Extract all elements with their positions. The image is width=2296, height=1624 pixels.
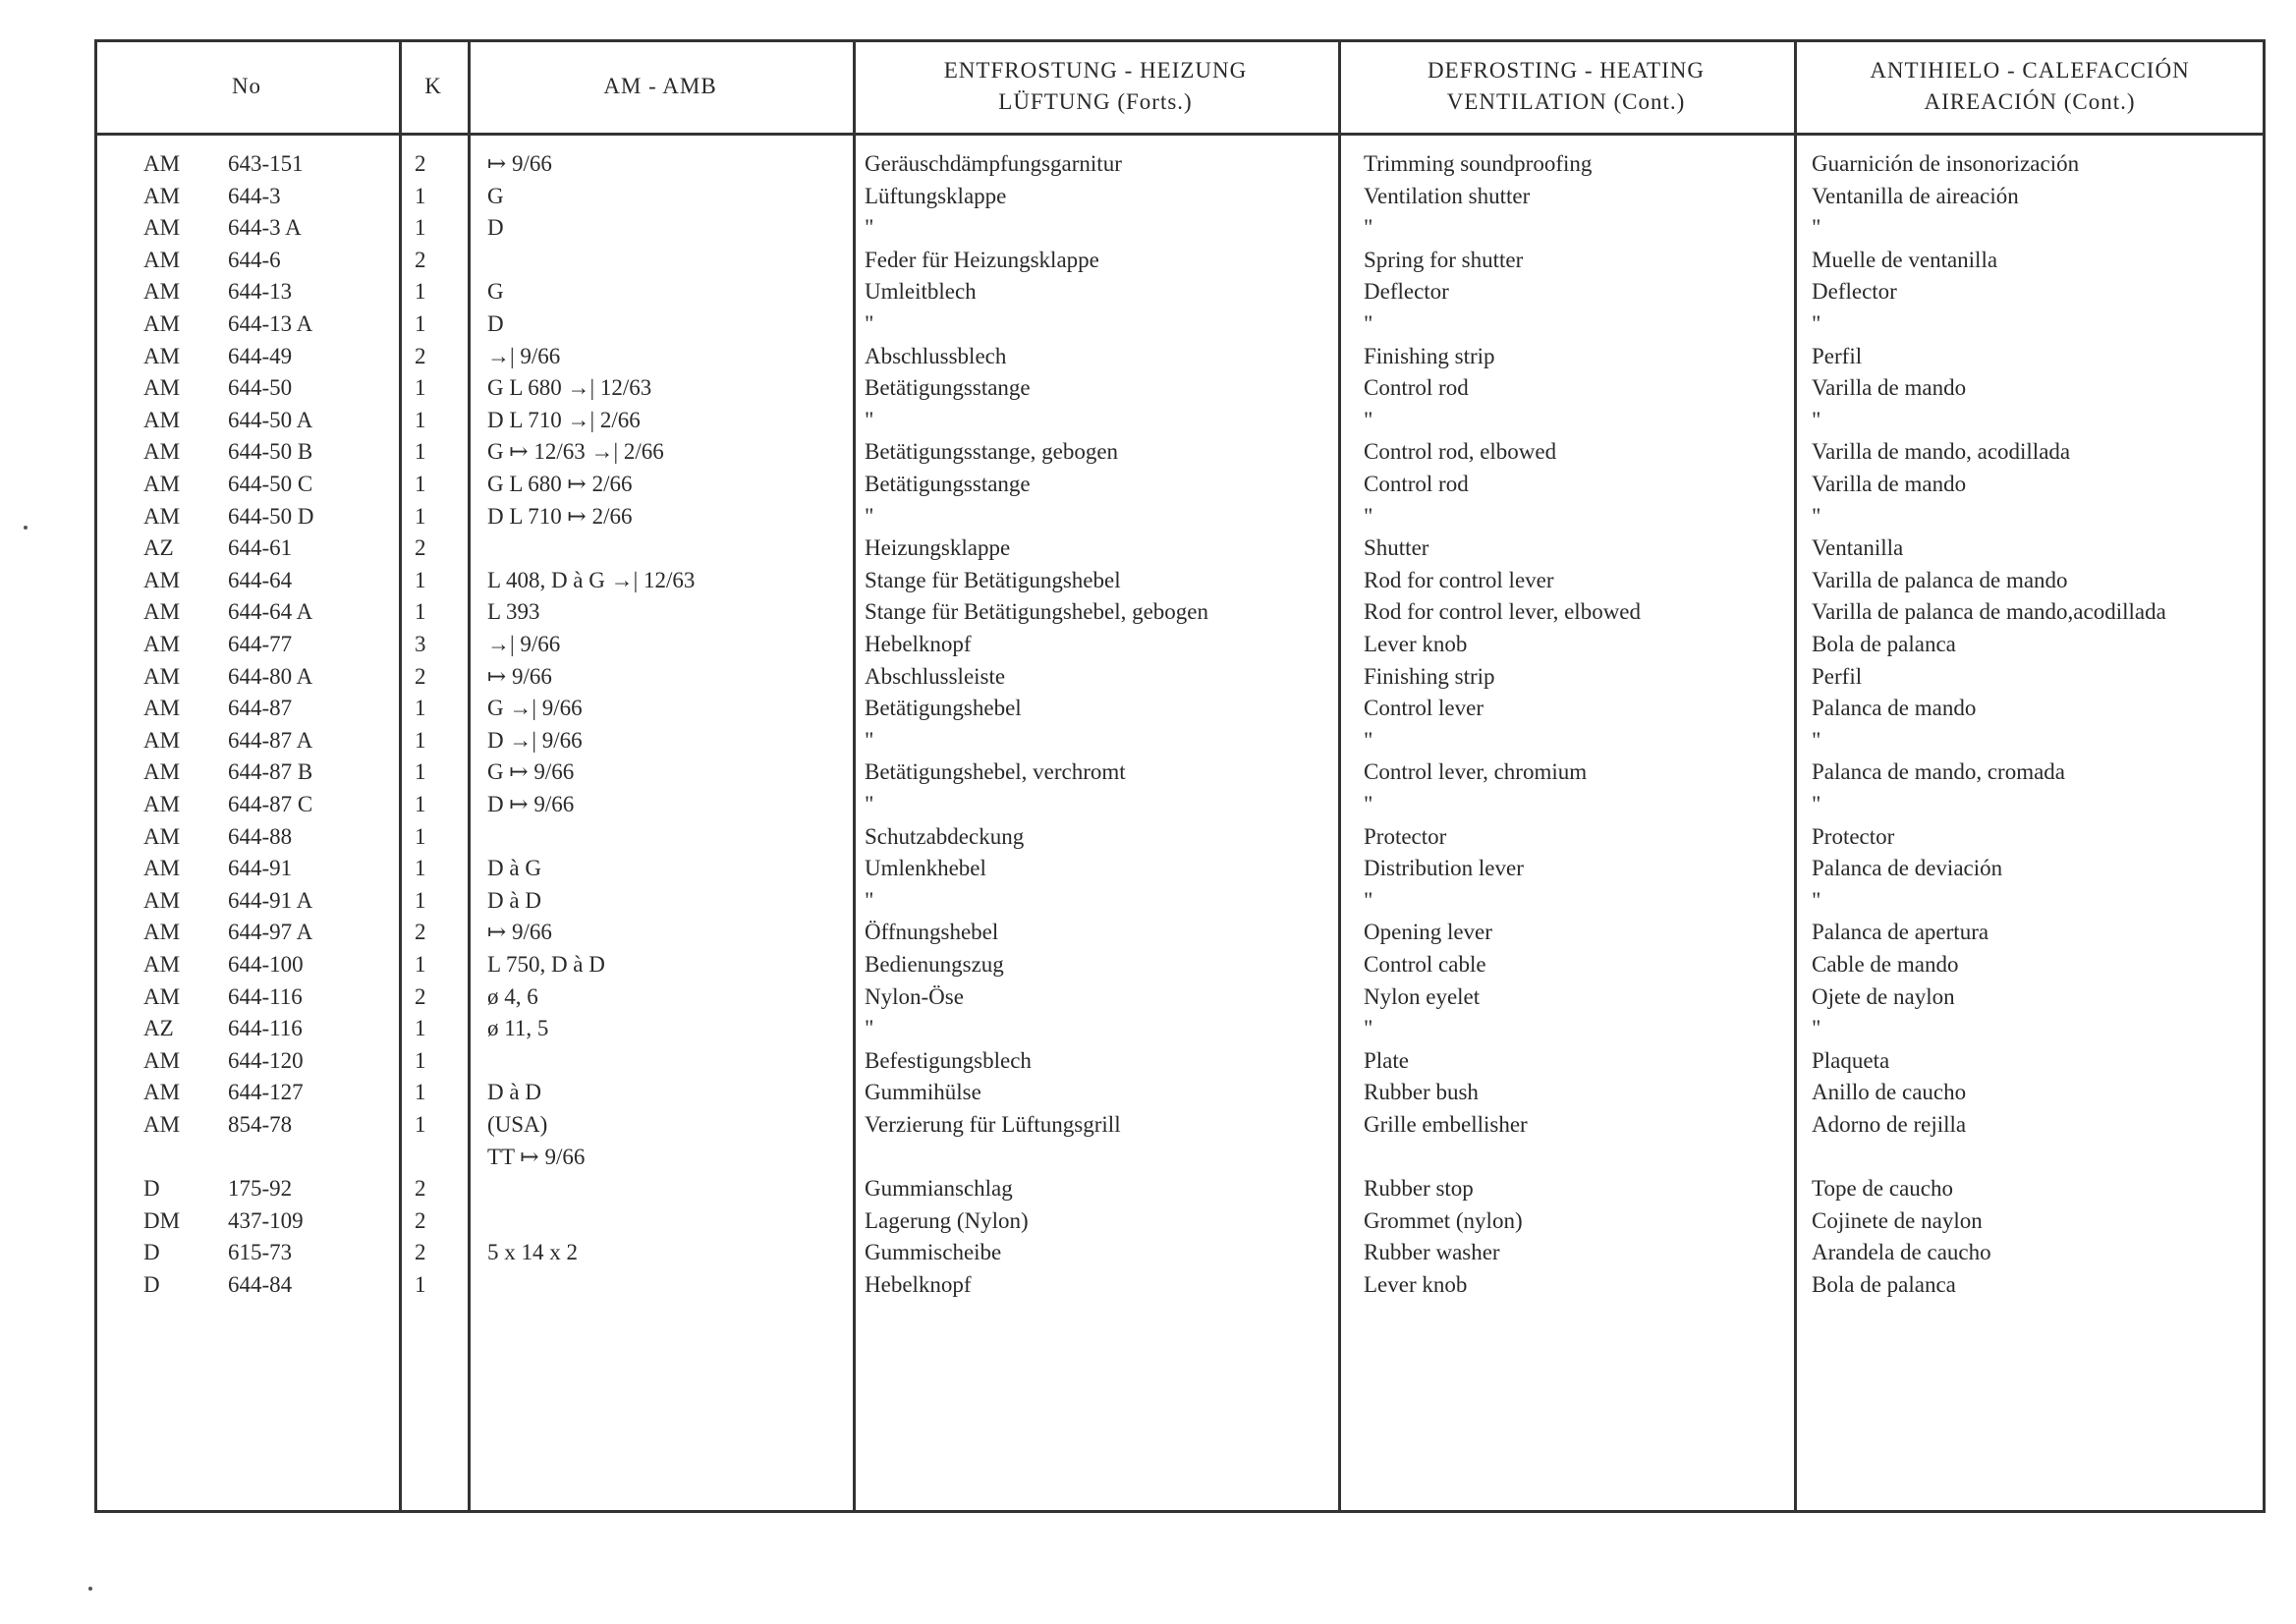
cell-num: 644-87 B (228, 759, 313, 785)
cell-en: " (1364, 503, 1373, 529)
cell-num: 644-88 (228, 823, 293, 849)
cell-en: Ventilation shutter (1364, 183, 1531, 208)
cell-es: Varilla de palanca de mando (1812, 567, 2068, 592)
cell-en: Rubber washer (1364, 1240, 1500, 1265)
header-k: K (424, 73, 442, 98)
cell-k: 1 (415, 856, 426, 881)
cell-k: 1 (415, 696, 426, 721)
cell-num: 644-50 B (228, 439, 313, 465)
table-row (94, 371, 2266, 404)
cell-pre: DM (143, 1207, 181, 1233)
table-row (94, 1076, 2266, 1108)
cell-am: TT ↦ 9/66 (487, 1144, 586, 1169)
cell-num: 644-87 C (228, 792, 313, 816)
cell-k: 1 (415, 823, 426, 849)
cell-es: Varilla de mando (1812, 472, 1967, 496)
cell-es: " (1812, 503, 1821, 529)
cell-num: 644-3 A (228, 215, 302, 241)
cell-k: 1 (415, 407, 426, 432)
table-row (94, 692, 2266, 724)
cell-k: 1 (415, 503, 426, 529)
cell-en: Rod for control lever, elbowed (1364, 599, 1642, 625)
cell-num: 644-84 (228, 1272, 293, 1297)
cell-de: Öffnungshebel (865, 920, 999, 945)
cell-de: Lüftungsklappe (865, 183, 1007, 208)
cell-am: D à G (487, 856, 541, 881)
cell-k: 2 (415, 1240, 426, 1265)
cell-pre: AM (143, 503, 181, 529)
cell-en: Control lever, chromium (1364, 759, 1588, 785)
cell-k: 2 (415, 151, 426, 176)
cell-de: Hebelknopf (865, 632, 972, 656)
cell-am: →| 9/66 (487, 343, 561, 368)
cell-am: ø 4, 6 (487, 983, 538, 1009)
table-row (94, 244, 2266, 276)
cell-es: " (1812, 407, 1821, 432)
cell-pre: AM (143, 887, 181, 913)
cell-en: Trimming soundproofing (1364, 151, 1593, 176)
cell-pre: AM (143, 727, 181, 753)
cell-pre: AM (143, 215, 181, 241)
cell-de: Verzierung für Lüftungsgrill (865, 1112, 1121, 1137)
cell-es: Palanca de mando, cromada (1812, 759, 2065, 785)
cell-pre: AM (143, 856, 181, 881)
cell-en: Rubber bush (1364, 1080, 1479, 1105)
cell-num: 644-100 (228, 952, 304, 977)
cell-num: 175-92 (228, 1176, 293, 1202)
cell-am: L 393 (487, 599, 540, 625)
cell-am: D à D (487, 1080, 541, 1105)
cell-num: 644-13 (228, 279, 293, 305)
cell-es: Deflector (1812, 279, 1897, 305)
table-row (94, 1268, 2266, 1301)
table-row (94, 948, 2266, 980)
cell-am: G L 680 ↦ 2/66 (487, 472, 633, 496)
cell-pre: AM (143, 952, 181, 977)
scan-dot (24, 526, 28, 530)
cell-pre: AM (143, 567, 181, 592)
cell-k: 1 (415, 279, 426, 305)
cell-pre: AM (143, 472, 181, 496)
cell-en: Control lever (1364, 696, 1484, 721)
cell-pre: AZ (143, 1016, 174, 1041)
table-row (94, 1044, 2266, 1077)
cell-pre: AM (143, 759, 181, 785)
cell-pre: AM (143, 343, 181, 368)
cell-en: Rubber stop (1364, 1176, 1474, 1202)
cell-num: 644-97 A (228, 920, 313, 945)
cell-de: Stange für Betätigungshebel, gebogen (865, 599, 1209, 625)
cell-k: 2 (415, 247, 426, 272)
cell-k: 2 (415, 1207, 426, 1233)
cell-de: Betätigungshebel, verchromt (865, 759, 1126, 785)
cell-k: 1 (415, 1047, 426, 1073)
cell-num: 644-91 A (228, 887, 313, 913)
cell-en: Finishing strip (1364, 343, 1495, 368)
table-row (94, 788, 2266, 820)
cell-de: Gummischeibe (865, 1240, 1002, 1265)
header-english: DEFROSTING - HEATING VENTILATION (Cont.) (1428, 57, 1705, 114)
cell-am: D à D (487, 887, 541, 913)
cell-num: 644-3 (228, 183, 281, 208)
cell-num: 643-151 (228, 151, 304, 176)
cell-de: Gummianschlag (865, 1176, 1013, 1202)
cell-pre: AM (143, 632, 181, 656)
table-row (94, 147, 2266, 180)
cell-k: 1 (415, 1080, 426, 1105)
cell-de: Geräuschdämpfungsgarnitur (865, 151, 1122, 176)
cell-k: 1 (415, 183, 426, 208)
scan-dot (88, 1587, 92, 1591)
cell-de: Nylon-Öse (865, 983, 964, 1009)
cell-num: 644-116 (228, 1016, 303, 1041)
cell-k: 1 (415, 375, 426, 401)
cell-pre: AM (143, 375, 181, 401)
cell-pre: AM (143, 663, 181, 689)
table-row (94, 756, 2266, 788)
cell-en: Plate (1364, 1047, 1409, 1073)
cell-es: Guarnición de insonorización (1812, 151, 2080, 176)
cell-en: " (1364, 215, 1373, 241)
cell-de: Abschlussleiste (865, 663, 1006, 689)
cell-k: 1 (415, 599, 426, 625)
cell-en: Grommet (nylon) (1364, 1207, 1523, 1233)
table-row (94, 595, 2266, 628)
table-row (94, 660, 2266, 693)
cell-de: Betätigungshebel (865, 696, 1022, 721)
cell-de: Betätigungsstange, gebogen (865, 439, 1119, 465)
cell-k: 1 (415, 311, 426, 336)
cell-am: ↦ 9/66 (487, 663, 552, 689)
table-row (94, 275, 2266, 308)
cell-am: D (487, 215, 504, 241)
cell-pre: AM (143, 983, 181, 1009)
cell-num: 644-77 (228, 632, 293, 656)
table-row (94, 1012, 2266, 1044)
cell-es: Adorno de rejilla (1812, 1112, 1967, 1137)
cell-num: 644-50 (228, 375, 293, 401)
cell-es: Ventanilla (1812, 535, 1904, 561)
table-row (94, 1236, 2266, 1268)
cell-num: 854-78 (228, 1112, 293, 1137)
cell-es: Ojete de naylon (1812, 983, 1955, 1009)
cell-num: 644-6 (228, 247, 281, 272)
cell-es: " (1812, 311, 1821, 336)
cell-es: Varilla de palanca de mando,acodillada (1812, 599, 2166, 625)
cell-am: G L 680 →| 12/63 (487, 375, 652, 401)
cell-de: Feder für Heizungsklappe (865, 247, 1099, 272)
cell-k: 1 (415, 792, 426, 816)
cell-num: 644-87 (228, 696, 293, 721)
cell-de: " (865, 215, 874, 241)
cell-k: 1 (415, 1016, 426, 1041)
header-divider (94, 133, 2266, 136)
table-row (94, 852, 2266, 884)
cell-k: 1 (415, 215, 426, 241)
cell-am: G (487, 183, 504, 208)
cell-es: " (1812, 1016, 1821, 1041)
cell-pre: AM (143, 439, 181, 465)
cell-am: →| 9/66 (487, 632, 561, 656)
table-row (94, 1108, 2266, 1141)
cell-de: Hebelknopf (865, 1272, 972, 1297)
cell-es: Varilla de mando (1812, 375, 1967, 401)
cell-am: G ↦ 9/66 (487, 759, 575, 785)
cell-es: Cojinete de naylon (1812, 1207, 1983, 1233)
cell-am: G ↦ 12/63 →| 2/66 (487, 439, 664, 465)
cell-pre: AM (143, 696, 181, 721)
cell-pre: AM (143, 311, 181, 336)
cell-k: 1 (415, 952, 426, 977)
cell-am: D →| 9/66 (487, 727, 583, 753)
cell-de: " (865, 727, 874, 753)
cell-de: " (865, 503, 874, 529)
cell-pre: D (143, 1272, 160, 1297)
cell-pre: AM (143, 1047, 181, 1073)
table-row (94, 980, 2266, 1013)
cell-pre: AM (143, 407, 181, 432)
cell-k: 1 (415, 759, 426, 785)
cell-num: 644-80 A (228, 663, 313, 689)
cell-k: 1 (415, 472, 426, 496)
cell-pre: AM (143, 151, 181, 176)
cell-num: 644-50 D (228, 503, 314, 529)
cell-k: 2 (415, 343, 426, 368)
table-row (94, 628, 2266, 660)
cell-es: Palanca de apertura (1812, 920, 1989, 945)
cell-es: Bola de palanca (1812, 632, 1956, 656)
cell-de: " (865, 407, 874, 432)
cell-es: Arandela de caucho (1812, 1240, 1991, 1265)
cell-es: Tope de caucho (1812, 1176, 1953, 1202)
cell-es: Varilla de mando, acodillada (1812, 439, 2071, 465)
cell-num: 644-120 (228, 1047, 304, 1073)
table-row (94, 532, 2266, 564)
cell-de: Betätigungsstange (865, 472, 1031, 496)
cell-de: Umleitblech (865, 279, 977, 305)
cell-k: 1 (415, 1272, 426, 1297)
cell-de: Umlenkhebel (865, 856, 986, 881)
cell-pre: AM (143, 1080, 181, 1105)
cell-en: " (1364, 887, 1373, 913)
table-row (94, 884, 2266, 917)
cell-en: " (1364, 727, 1373, 753)
cell-num: 644-50 C (228, 472, 313, 496)
table-row (94, 211, 2266, 244)
cell-num: 437-109 (228, 1207, 304, 1233)
cell-de: Stange für Betätigungshebel (865, 567, 1121, 592)
cell-k: 1 (415, 887, 426, 913)
cell-en: Lever knob (1364, 632, 1468, 656)
cell-am: (USA) (487, 1112, 548, 1137)
table-row (94, 1204, 2266, 1237)
cell-es: Palanca de mando (1812, 696, 1977, 721)
cell-num: 644-116 (228, 983, 303, 1009)
cell-es: Muelle de ventanilla (1812, 247, 1998, 272)
cell-pre: AM (143, 279, 181, 305)
cell-en: " (1364, 311, 1373, 336)
cell-num: 644-91 (228, 856, 293, 881)
cell-am: D L 710 →| 2/66 (487, 407, 641, 432)
table-row (94, 820, 2266, 853)
cell-de: Bedienungszug (865, 952, 1004, 977)
table-row (94, 500, 2266, 532)
cell-k: 2 (415, 663, 426, 689)
cell-es: Plaqueta (1812, 1047, 1890, 1073)
cell-de: Abschlussblech (865, 343, 1007, 368)
cell-num: 644-127 (228, 1080, 304, 1105)
cell-en: Nylon eyelet (1364, 983, 1481, 1009)
cell-k: 2 (415, 983, 426, 1009)
cell-num: 644-13 A (228, 311, 313, 336)
cell-en: Grille embellisher (1364, 1112, 1528, 1137)
cell-pre: AM (143, 920, 181, 945)
cell-pre: D (143, 1240, 160, 1265)
cell-num: 644-64 A (228, 599, 313, 625)
header-spanish: ANTIHIELO - CALEFACCIÓN AIREACIÓN (Cont.) (1870, 57, 2190, 114)
cell-es: Palanca de deviación (1812, 856, 2003, 881)
cell-pre: AM (143, 1112, 181, 1137)
cell-de: Heizungsklappe (865, 535, 1011, 561)
cell-en: Control cable (1364, 952, 1486, 977)
cell-k: 1 (415, 439, 426, 465)
cell-pre: D (143, 1176, 160, 1202)
cell-pre: AM (143, 792, 181, 816)
cell-am: L 750, D à D (487, 952, 605, 977)
cell-k: 1 (415, 567, 426, 592)
cell-k: 2 (415, 535, 426, 561)
cell-en: Distribution lever (1364, 856, 1524, 881)
cell-num: 644-87 A (228, 727, 313, 753)
header-german: ENTFROSTUNG - HEIZUNG LÜFTUNG (Forts.) (943, 57, 1248, 114)
cell-k: 2 (415, 1176, 426, 1202)
cell-en: Lever knob (1364, 1272, 1468, 1297)
cell-de: Schutzabdeckung (865, 823, 1025, 849)
cell-am: ↦ 9/66 (487, 920, 552, 945)
cell-es: Perfil (1812, 663, 1863, 689)
cell-de: Betätigungsstange (865, 375, 1031, 401)
cell-en: Opening lever (1364, 920, 1492, 945)
cell-am: D L 710 ↦ 2/66 (487, 503, 633, 529)
cell-pre: AM (143, 823, 181, 849)
table-row (94, 1172, 2266, 1204)
cell-pre: AM (143, 599, 181, 625)
cell-es: " (1812, 887, 1821, 913)
cell-en: Spring for shutter (1364, 247, 1524, 272)
cell-num: 644-49 (228, 343, 293, 368)
table-row (94, 468, 2266, 500)
cell-num: 644-61 (228, 535, 293, 561)
cell-num: 644-50 A (228, 407, 313, 432)
cell-en: Control rod, elbowed (1364, 439, 1557, 465)
cell-en: Protector (1364, 823, 1447, 849)
table-row (94, 435, 2266, 468)
cell-de: Gummihülse (865, 1080, 981, 1105)
cell-am: G (487, 279, 504, 305)
cell-pre: AZ (143, 535, 174, 561)
cell-k: 3 (415, 632, 426, 656)
cell-de: Befestigungsblech (865, 1047, 1032, 1073)
cell-es: Bola de palanca (1812, 1272, 1956, 1297)
cell-es: Ventanilla de aireación (1812, 183, 2019, 208)
table-row (94, 404, 2266, 436)
cell-k: 1 (415, 1112, 426, 1137)
table-row (94, 724, 2266, 756)
cell-num: 644-64 (228, 567, 293, 592)
cell-am: D ↦ 9/66 (487, 792, 575, 816)
cell-pre: AM (143, 183, 181, 208)
table-row (94, 180, 2266, 212)
cell-am: L 408, D à G →| 12/63 (487, 567, 696, 592)
cell-am: 5 x 14 x 2 (487, 1240, 578, 1265)
cell-k: 2 (415, 920, 426, 945)
cell-am: G →| 9/66 (487, 696, 583, 721)
cell-am: D (487, 311, 504, 336)
cell-en: Shutter (1364, 535, 1429, 561)
cell-am: ↦ 9/66 (487, 151, 552, 176)
table-row (94, 1141, 2266, 1173)
table-row (94, 916, 2266, 948)
cell-es: Anillo de caucho (1812, 1080, 1967, 1105)
cell-de: " (865, 311, 874, 336)
cell-en: " (1364, 1016, 1373, 1041)
cell-es: " (1812, 792, 1821, 816)
cell-k: 1 (415, 727, 426, 753)
table-row (94, 308, 2266, 340)
cell-de: " (865, 792, 874, 816)
cell-es: Perfil (1812, 343, 1863, 368)
cell-en: Rod for control lever (1364, 567, 1554, 592)
cell-es: Protector (1812, 823, 1895, 849)
cell-en: Finishing strip (1364, 663, 1495, 689)
cell-am: ø 11, 5 (487, 1016, 549, 1041)
header-no: No (231, 73, 262, 98)
cell-de: " (865, 1016, 874, 1041)
cell-en: Deflector (1364, 279, 1449, 305)
table-row (94, 340, 2266, 372)
cell-en: " (1364, 407, 1373, 432)
cell-en: Control rod (1364, 472, 1469, 496)
table-row (94, 564, 2266, 596)
cell-es: Cable de mando (1812, 952, 1959, 977)
cell-pre: AM (143, 247, 181, 272)
cell-num: 615-73 (228, 1240, 293, 1265)
cell-en: Control rod (1364, 375, 1469, 401)
cell-de: " (865, 887, 874, 913)
cell-es: " (1812, 727, 1821, 753)
header-am: AM - AMB (603, 73, 717, 98)
cell-en: " (1364, 792, 1373, 816)
cell-es: " (1812, 215, 1821, 241)
cell-de: Lagerung (Nylon) (865, 1207, 1029, 1233)
